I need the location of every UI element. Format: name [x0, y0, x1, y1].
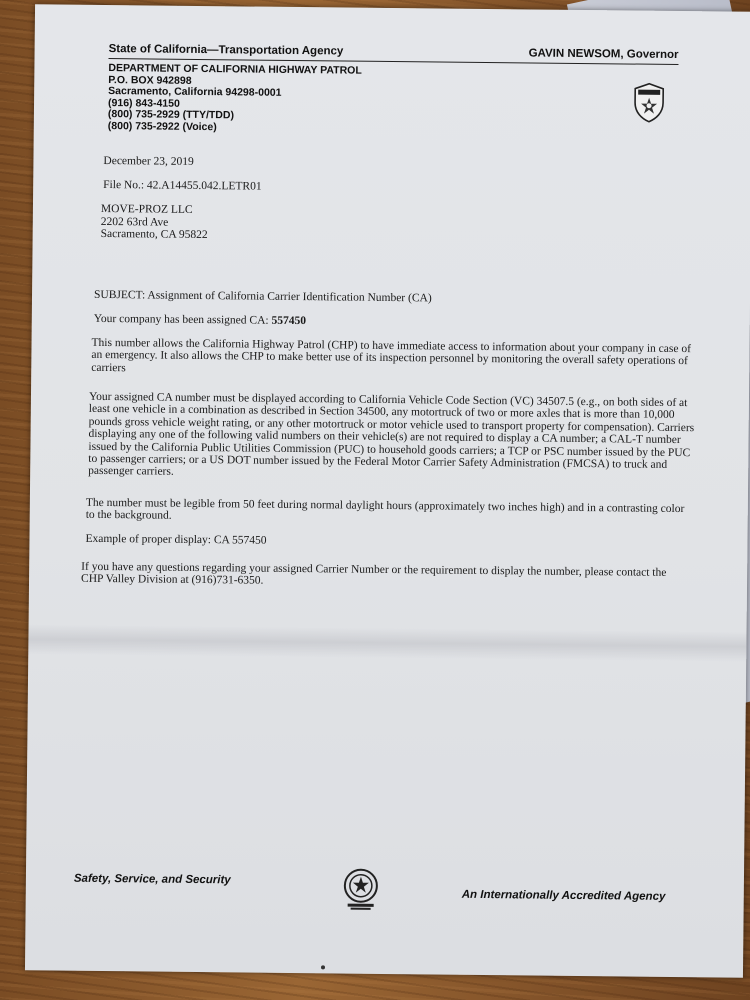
footer-motto: Safety, Service, and Security [73, 872, 231, 887]
department-name: DEPARTMENT OF CALIFORNIA HIGHWAY PATROL [108, 62, 362, 77]
example-display: Example of proper display: CA 557450 [85, 532, 267, 547]
accreditation-seal-icon [342, 866, 380, 912]
paragraph-contact: If you have any questions regarding your assigned Carrier Number or the requirement to display the number, please contact the CHP Valley Division at (916)731-6350. [80, 560, 667, 588]
governor-name: GAVIN NEWSOM, Governor [528, 47, 679, 62]
address-line: (800) 735-2929 (TTY/TDD) [107, 108, 235, 122]
paper-fold [28, 624, 746, 662]
address-line: P.O. BOX 942898 [108, 73, 192, 87]
recipient-address [101, 203, 711, 247]
agency-name: State of California—Transportation Agency [108, 43, 344, 58]
address-line: Sacramento, California 94298-0001 [108, 85, 282, 99]
paper-mark [321, 965, 325, 969]
paragraph-display-requirements: Your assigned CA number must be displayed according to California Vehicle Code Section (VC) 34507.5 (e.g., on both sides of at least one vehicle in a combination as described in Section 34500, any motortruck of two or more axles that is more than 10,000 pounds gross vehicle weight rating, or any other motortruck or motor vehicle used to transport property for compensation). Carriers displaying any one of the following valid numbers on their vehicle(s) are not required to display a CA number; a CAL-T number issued by the California Public Utilities Commission (PUC) to household goods carriers; a TCP or PSC number issued by the PUC to passenger carriers; or a US DOT number issued by the Federal Motor Carrier Safety Administration (FMCSA) to truck and passenger carriers. [88, 390, 695, 479]
assigned-prefix: Your company has been assigned CA: [93, 312, 272, 327]
address-line: (800) 735-2922 (Voice) [107, 119, 217, 133]
letter-date: December 23, 2019 [103, 154, 194, 168]
chp-badge-icon [632, 83, 666, 123]
assigned-ca-number: 557450 [271, 314, 307, 328]
department-block [108, 63, 362, 135]
paragraph-legibility: The number must be legible from 50 feet during normal daylight hours (approximately two inches high) and in a contrasting color to the background. [85, 496, 685, 523]
assigned-number-line [94, 313, 704, 332]
letter-page [25, 4, 750, 977]
recipient-line: 2202 63rd Ave [100, 215, 169, 229]
file-number: File No.: 42.A14455.042.LETR01 [103, 178, 262, 193]
paragraph-purpose: This number allows the California Highway Patrol (CHP) to have immediate access to information about your company in case of an emergency. It also allows the CHP to make better use of its inspection personnel by monitoring the overall safety operations of carriers [91, 336, 692, 375]
recipient-line: Sacramento, CA 95822 [100, 227, 208, 242]
footer-accreditation: An Internationally Accredited Agency [461, 888, 666, 903]
letterhead-top-line [109, 43, 679, 65]
address-line: (916) 843-4150 [107, 96, 180, 110]
subject-line: SUBJECT: Assignment of California Carrier Identification Number (CA) [93, 288, 432, 305]
recipient-line: MOVE-PROZ LLC [100, 202, 193, 216]
